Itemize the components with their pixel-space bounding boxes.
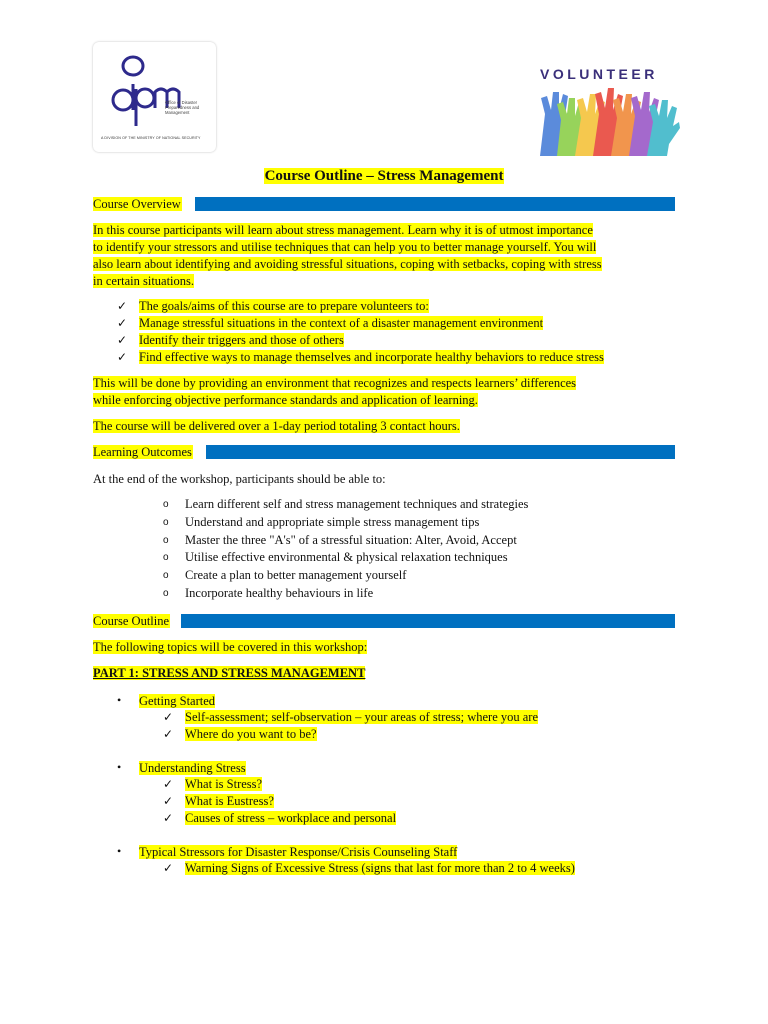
bullet-icon: • [117, 693, 122, 707]
volunteer-hands-graphic [535, 84, 680, 156]
overview-paragraph-line: in certain situations. [93, 274, 195, 288]
section-heading-learning-outcomes: Learning Outcomes [93, 445, 192, 459]
topic-subitem: What is Stress? [185, 777, 263, 791]
checkmark-icon: ✓ [163, 710, 174, 724]
checkmark-icon: ✓ [163, 777, 174, 791]
outcome-item: Utilise effective environmental & physical relaxation techniques [185, 550, 508, 564]
checklist-item: Identify their triggers and those of others [139, 333, 344, 347]
overview-paragraph2-line: This will be done by providing an environment that recognizes and respects learners’ differences [93, 376, 577, 390]
section-bar-learning-outcomes [93, 445, 675, 459]
topic-subitem: Causes of stress – workplace and personal [185, 811, 397, 825]
logo-caption: A DIVISION OF THE MINISTRY OF NATIONAL SECURITY [101, 136, 201, 140]
circle-bullet-icon: o [163, 517, 169, 528]
outcome-item: Learn different self and stress management techniques and strategies [185, 497, 529, 511]
outcome-item: Master the three "A's" of a stressful situation: Alter, Avoid, Accept [185, 533, 517, 547]
volunteer-label: VOLUNTEER [540, 66, 658, 82]
part1-heading: PART 1: STRESS AND STRESS MANAGEMENT [93, 666, 366, 680]
outcome-item: Understand and appropriate simple stress management tips [185, 515, 480, 529]
bullet-icon: • [117, 844, 122, 858]
checkmark-icon: ✓ [117, 299, 128, 313]
logo-subtitle: Office of Disaster Preparedness and Management [165, 100, 200, 115]
topic-title: Getting Started [139, 694, 216, 708]
section-bar-course-overview [93, 197, 675, 211]
checkmark-icon: ✓ [163, 861, 174, 875]
topic-subitem: Where do you want to be? [185, 727, 317, 741]
section-heading-course-overview: Course Overview [93, 197, 181, 211]
outline-intro: The following topics will be covered in this workshop: [93, 640, 368, 654]
outcome-item: Incorporate healthy behaviours in life [185, 586, 374, 600]
checklist-item: Find effective ways to manage themselves and incorporate healthy behaviors to reduce stress [139, 350, 604, 364]
bullet-icon: • [117, 760, 122, 774]
outcome-item: Create a plan to better management yourself [185, 568, 407, 582]
checklist-item: The goals/aims of this course are to prepare volunteers to: [139, 299, 429, 313]
circle-bullet-icon: o [163, 570, 169, 581]
section-bar-course-outline [93, 614, 675, 628]
checkmark-icon: ✓ [163, 811, 174, 825]
checklist-item: Manage stressful situations in the context of a disaster management environment [139, 316, 544, 330]
checkmark-icon: ✓ [117, 350, 128, 364]
overview-paragraph-line: also learn about identifying and avoiding stressful situations, coping with setbacks, coping with stress [93, 257, 602, 271]
delivery-text: The course will be delivered over a 1-day period totaling 3 contact hours. [93, 419, 460, 433]
circle-bullet-icon: o [163, 499, 169, 510]
outcomes-intro: At the end of the workshop, participants should be able to: [93, 472, 386, 486]
overview-paragraph2-line: while enforcing objective performance standards and application of learning. [93, 393, 478, 407]
checkmark-icon: ✓ [163, 727, 174, 741]
circle-bullet-icon: o [163, 552, 169, 563]
circle-bullet-icon: o [163, 588, 169, 599]
overview-paragraph-line: In this course participants will learn about stress management. Learn why it is of utmost importance [93, 223, 593, 237]
topic-subitem: Self-assessment; self-observation – your areas of stress; where you are [185, 710, 539, 724]
topic-subitem: What is Eustress? [185, 794, 274, 808]
page-title: Course Outline – Stress Management [264, 168, 504, 184]
topic-subitem: Warning Signs of Excessive Stress (signs that last for more than 2 to 4 weeks) [185, 861, 575, 875]
checkmark-icon: ✓ [117, 333, 128, 347]
odpm-logo [93, 42, 216, 152]
section-bar-fill [206, 445, 675, 459]
checkmark-icon: ✓ [117, 316, 128, 330]
circle-bullet-icon: o [163, 535, 169, 546]
checkmark-icon: ✓ [163, 794, 174, 808]
topic-title: Understanding Stress [139, 761, 246, 775]
overview-paragraph-line: to identify your stressors and utilise techniques that can help you to better manage yourself. You will [93, 240, 597, 254]
topic-title: Typical Stressors for Disaster Response/Crisis Counseling Staff [139, 845, 458, 859]
section-heading-course-outline: Course Outline [93, 614, 170, 628]
section-bar-fill [181, 614, 675, 628]
section-bar-fill [195, 197, 675, 211]
